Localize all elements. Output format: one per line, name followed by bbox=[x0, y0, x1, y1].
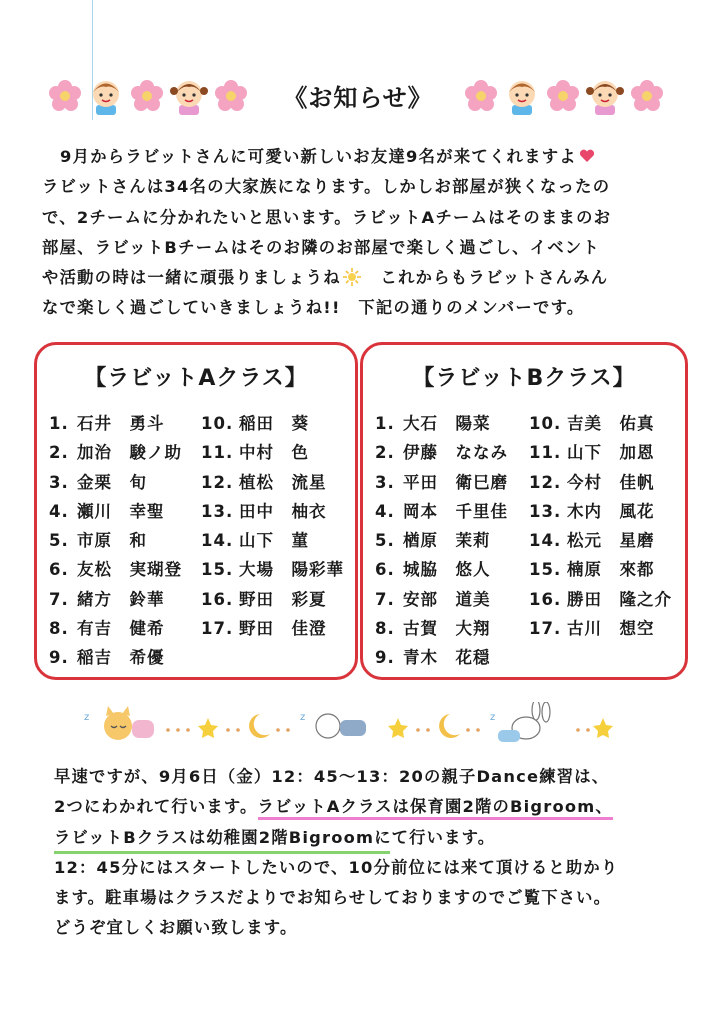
list-item: 16. 勝田 隆之介 bbox=[529, 589, 672, 609]
sleeping-rabbit-icon bbox=[490, 702, 550, 742]
header-decoration-right bbox=[464, 76, 668, 116]
class-b-column-1 bbox=[375, 409, 508, 673]
class-b-column-2 bbox=[529, 409, 672, 643]
flower-icon bbox=[464, 79, 498, 113]
list-item: 10. 吉美 佑真 bbox=[529, 414, 655, 433]
list-item: 17. 古川 想空 bbox=[529, 619, 655, 639]
list-item: 13. 田中 柚衣 bbox=[201, 501, 327, 521]
list-item: 14. 松元 星磨 bbox=[529, 531, 655, 551]
notice-line-6: どうぞ宜しくお願い致します。 bbox=[54, 918, 298, 938]
class-a-column-2 bbox=[201, 409, 344, 643]
flower-icon bbox=[130, 79, 164, 113]
header-decoration-left bbox=[48, 76, 252, 116]
intro-line-3: で、2チームに分かれたいと思います。ラビットAチームはそのままのお bbox=[42, 207, 612, 227]
star-icon bbox=[593, 718, 613, 738]
list-item: 12. 今村 佳帆 bbox=[529, 472, 655, 492]
notice-paragraph bbox=[54, 762, 694, 944]
flower-icon bbox=[48, 79, 82, 113]
list-item: 2. 加治 駿ノ助 bbox=[49, 443, 182, 463]
intro-line-1: 9月からラビットさんに可愛い新しいお友達9名が来てくれますよ bbox=[42, 142, 682, 172]
page-title: 《お知らせ》 bbox=[283, 84, 433, 112]
list-item: 1. 大石 陽菜 bbox=[375, 414, 491, 433]
list-item: 9. 稲吉 希優 bbox=[49, 648, 165, 668]
class-a-column-1 bbox=[49, 409, 182, 673]
svg-text:z: z bbox=[490, 712, 496, 723]
moon-icon bbox=[439, 714, 460, 738]
notice-line-2: 2つにわかれて行います。ラビットAクラスは保育園2階のBigroom、 bbox=[54, 792, 694, 822]
notice-line-5: ます。駐車場はクラスだよりでお知らせしておりますのでご覧下さい。 bbox=[54, 888, 612, 908]
notice-line-3: ラビットBクラスは幼稚園2階Bigroomにて行います。 bbox=[54, 823, 694, 853]
class-b-box bbox=[360, 342, 688, 680]
list-item: 6. 友松 実瑚登 bbox=[49, 560, 182, 580]
list-item: 2. 伊藤 ななみ bbox=[375, 443, 508, 463]
boy-face-icon bbox=[86, 77, 126, 115]
flower-icon bbox=[630, 79, 664, 113]
list-item: 1. 石井 勇斗 bbox=[49, 414, 165, 433]
girl-face-icon bbox=[168, 77, 210, 115]
list-item: 17. 野田 佳澄 bbox=[201, 619, 327, 639]
list-item: 6. 城脇 悠人 bbox=[375, 560, 491, 580]
svg-text:z: z bbox=[84, 712, 90, 723]
list-item: 4. 瀬川 幸聖 bbox=[49, 501, 165, 521]
notice-line-1: 早速ですが、9月6日（金）12：45～13：20の親子Dance練習は、 bbox=[54, 767, 610, 786]
list-item: 5. 楢原 茉莉 bbox=[375, 531, 491, 551]
list-item: 3. 平田 衛巳磨 bbox=[375, 472, 508, 492]
notice-line-4: 12：45分にはスタートしたいので、10分前位には来て頂けると助かり bbox=[54, 857, 619, 877]
list-item: 13. 木内 風花 bbox=[529, 501, 655, 521]
list-item: 10. 稲田 葵 bbox=[201, 414, 309, 433]
list-item: 14. 山下 菫 bbox=[201, 531, 309, 551]
list-item: 5. 市原 和 bbox=[49, 531, 147, 551]
highlight-class-a: ラビットAクラスは保育園2階のBigroom、 bbox=[258, 797, 613, 820]
list-item: 4. 岡本 千里佳 bbox=[375, 501, 508, 521]
star-icon bbox=[388, 718, 408, 738]
sun-icon bbox=[343, 268, 361, 286]
class-b-title: 【ラビットBクラス】 bbox=[412, 366, 636, 391]
list-item: 7. 安部 道美 bbox=[375, 589, 491, 609]
list-item: 9. 青木 花穏 bbox=[375, 648, 491, 668]
intro-paragraph bbox=[42, 142, 682, 324]
sleeping-sheep-icon bbox=[300, 712, 366, 738]
girl-face-icon bbox=[584, 77, 626, 115]
sleeping-animals-border bbox=[78, 702, 638, 746]
list-item: 7. 緒方 鈴華 bbox=[49, 589, 165, 609]
intro-line-4: 部屋、ラビットBチームはそのお隣のお部屋で楽しく過ごし、イベント bbox=[42, 237, 601, 257]
list-item: 11. 山下 加恩 bbox=[529, 443, 655, 463]
moon-icon bbox=[249, 714, 270, 738]
class-a-title: 【ラビットAクラス】 bbox=[84, 366, 308, 391]
intro-line-5: や活動の時は一緒に頑張りましょうね これからもラビットさんみん bbox=[42, 268, 609, 288]
list-item: 15. 大場 陽彩華 bbox=[201, 560, 344, 580]
star-icon bbox=[198, 718, 218, 738]
intro-line-6: なで楽しく過ごしていきましょうね!! 下記の通りのメンバーです。 bbox=[42, 298, 585, 318]
sleeping-cat-icon bbox=[84, 706, 154, 740]
list-item: 15. 楠原 來都 bbox=[529, 560, 655, 580]
boy-face-icon bbox=[502, 77, 542, 115]
svg-text:z: z bbox=[300, 712, 306, 723]
class-a-box bbox=[34, 342, 358, 680]
list-item: 11. 中村 色 bbox=[201, 443, 309, 463]
heart-icon bbox=[579, 149, 595, 163]
flower-icon bbox=[546, 79, 580, 113]
list-item: 8. 古賀 大翔 bbox=[375, 619, 491, 639]
list-item: 12. 植松 流星 bbox=[201, 472, 327, 492]
intro-line-2: ラビットさんは34名の大家族になります。しかしお部屋が狭くなったの bbox=[42, 177, 611, 197]
list-item: 16. 野田 彩夏 bbox=[201, 589, 327, 609]
flower-icon bbox=[214, 79, 248, 113]
list-item: 8. 有吉 健希 bbox=[49, 619, 165, 639]
list-item: 3. 金栗 旬 bbox=[49, 472, 147, 492]
